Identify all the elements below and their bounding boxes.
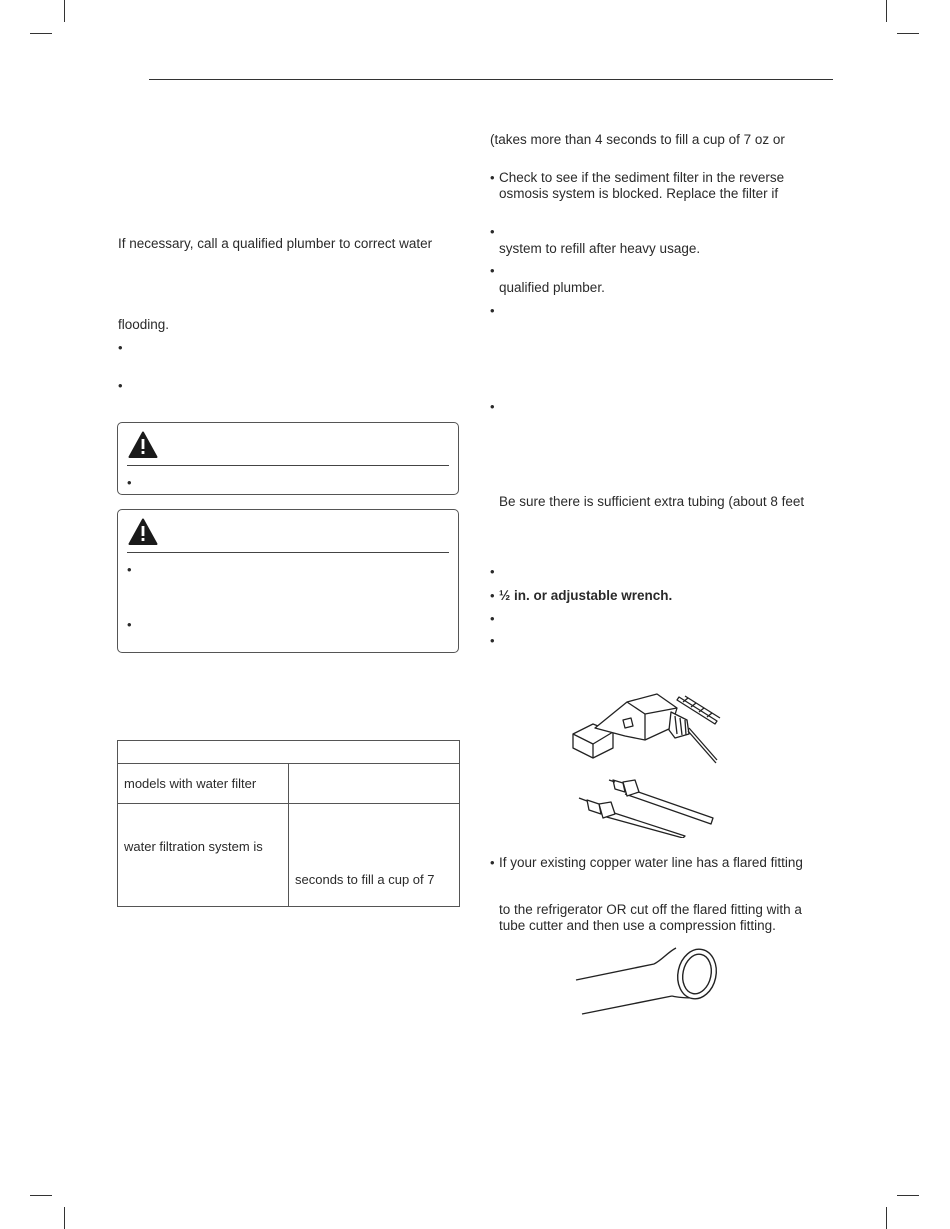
table-cell: models with water filter [124, 776, 257, 791]
bullet: • [490, 588, 495, 603]
bullet: • [490, 263, 495, 278]
bullet: • [127, 562, 132, 577]
flared-pipe-illustration [572, 942, 722, 1017]
warning-rule [127, 552, 449, 553]
bullet: • [490, 855, 495, 870]
sediment-text: osmosis system is blocked. Replace the filter if [499, 186, 779, 201]
tubing-text: Be sure there is sufficient extra tubing (about 8 feet [499, 494, 805, 509]
header-rule [149, 79, 833, 80]
bullet: • [118, 378, 123, 393]
flared-text: tube cutter and then use a compression fitting. [499, 918, 776, 933]
bullet: • [490, 611, 495, 626]
sediment-text: Check to see if the sediment filter in the reverse [499, 170, 785, 185]
warning-triangle-icon [128, 431, 158, 459]
refill-text: system to refill after heavy usage. [499, 241, 701, 256]
flooding-text: flooding. [118, 317, 170, 332]
table-cell: water filtration system is [124, 839, 263, 854]
spec-table [117, 740, 460, 907]
bullet: • [490, 170, 495, 185]
crop-mark [30, 33, 52, 34]
crop-mark [64, 1207, 65, 1229]
bullet: • [127, 617, 132, 632]
flared-text: to the refrigerator OR cut off the flared fitting with a [499, 902, 802, 917]
warning-rule [127, 465, 449, 466]
bullet: • [490, 399, 495, 414]
bullet: • [490, 224, 495, 239]
warning-box [117, 509, 459, 653]
plumber-text: If necessary, call a qualified plumber to correct water [118, 236, 433, 251]
warning-triangle-icon [128, 518, 158, 546]
bullet: • [118, 340, 123, 355]
crop-mark [30, 1195, 52, 1196]
crop-mark [886, 0, 887, 22]
wrench-text: ½ in. or adjustable wrench. [499, 588, 673, 603]
bullet: • [490, 633, 495, 648]
crop-mark [897, 33, 919, 34]
takes-text: (takes more than 4 seconds to fill a cup of 7 oz or [490, 132, 785, 147]
drill-and-tubing-illustration [565, 688, 725, 838]
plumber-text: qualified plumber. [499, 280, 605, 295]
crop-mark [64, 0, 65, 22]
flared-text: If your existing copper water line has a flared fitting [499, 855, 803, 870]
table-cell: seconds to fill a cup of 7 [295, 872, 435, 887]
crop-mark [886, 1207, 887, 1229]
bullet: • [490, 303, 495, 318]
bullet: • [127, 475, 132, 490]
warning-box [117, 422, 459, 495]
bullet: • [490, 564, 495, 579]
crop-mark [897, 1195, 919, 1196]
